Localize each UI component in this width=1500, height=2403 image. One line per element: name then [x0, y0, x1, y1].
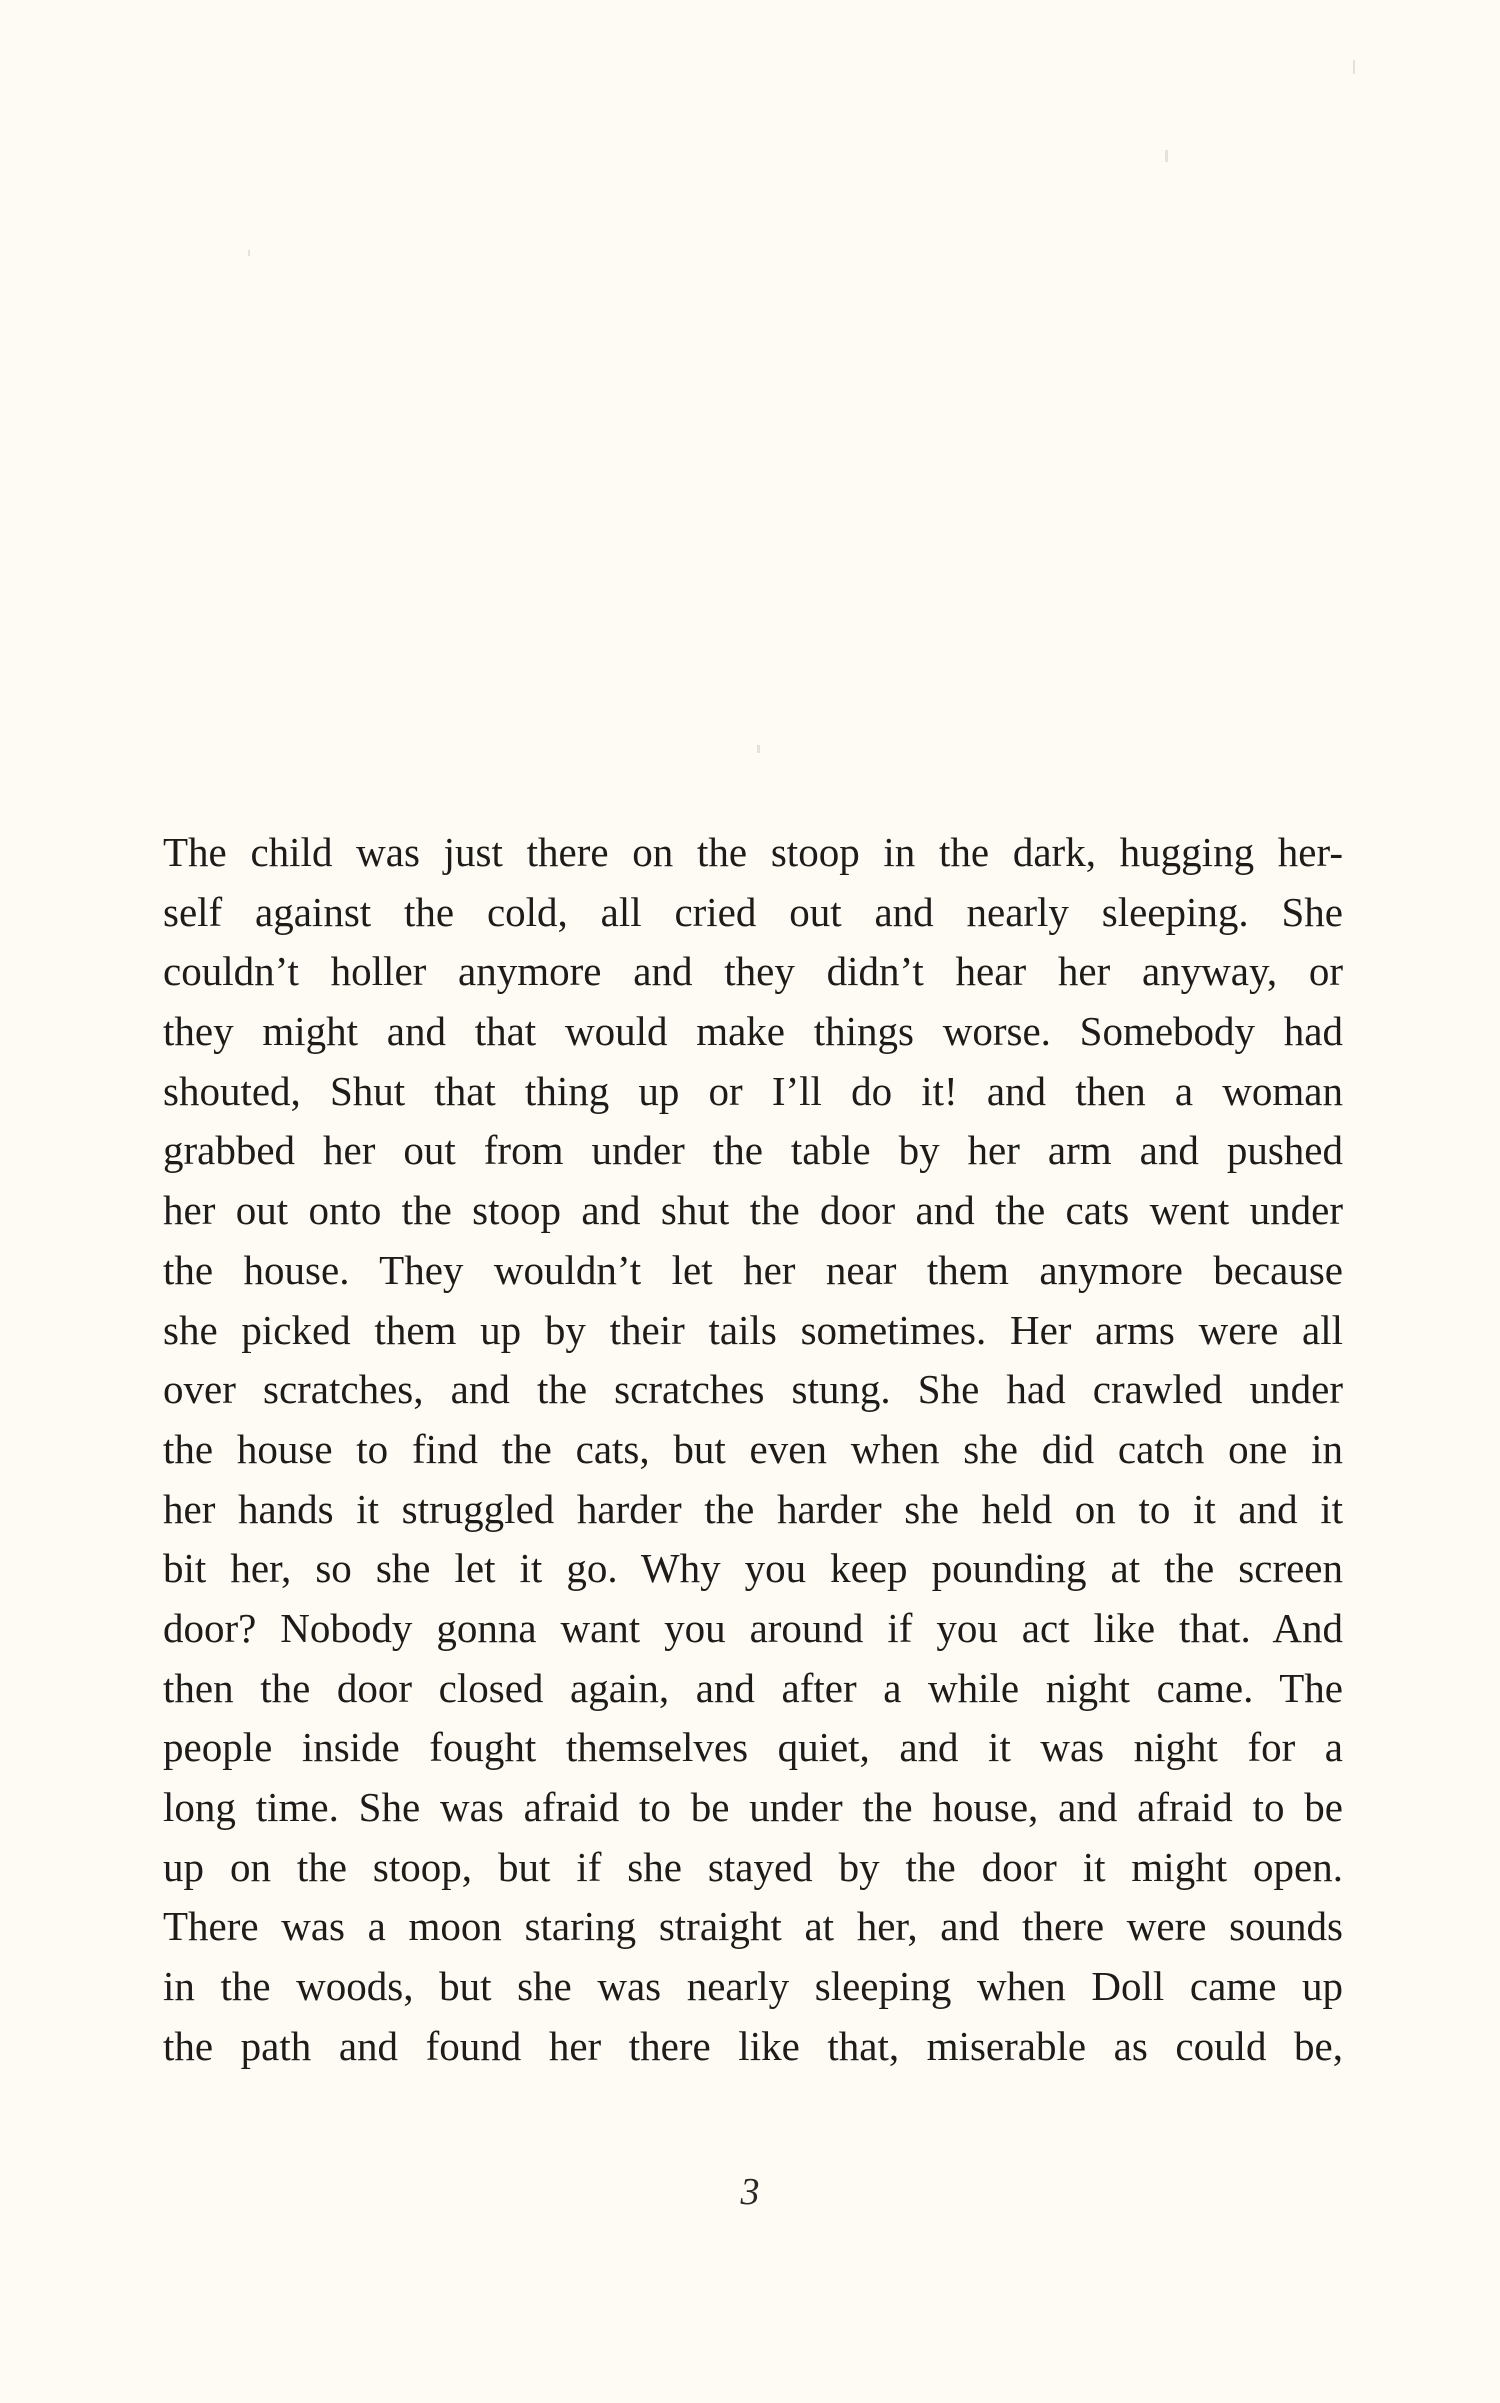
scan-speck: [757, 745, 760, 753]
text-line: her hands it struggled harder the harder she held on to it and it: [163, 1485, 1343, 1532]
text-line: over scratches, and the scratches stung. She had crawled under: [163, 1366, 1343, 1413]
text-line: in the woods, but she was nearly sleeping when Doll came up: [163, 1963, 1343, 2010]
text-line: There was a moon staring straight at her, and there were sounds: [163, 1903, 1343, 1950]
scan-speck: [1165, 150, 1168, 162]
text-line: they might and that would make things worse. Somebody had: [163, 1008, 1343, 1055]
text-line: then the door closed again, and after a while night came. The: [163, 1664, 1343, 1711]
scan-speck: [248, 250, 250, 256]
text-line: bit her, so she let it go. Why you keep pounding at the screen: [163, 1545, 1343, 1592]
scan-speck: [1353, 60, 1355, 74]
text-line: the house to find the cats, but even when she did catch one in: [163, 1425, 1343, 1472]
text-line: door? Nobody gonna want you around if you act like that. And: [163, 1604, 1343, 1651]
text-line: long time. She was afraid to be under the house, and afraid to be: [163, 1784, 1343, 1830]
text-line: grabbed her out from under the table by her arm and pushed: [163, 1127, 1343, 1174]
text-line: people inside fought themselves quiet, and it was night for a: [163, 1724, 1343, 1771]
text-line: her out onto the stoop and shut the door and the cats went under: [163, 1187, 1343, 1234]
text-line: the path and found her there like that, miserable as could be,: [163, 2022, 1343, 2069]
text-line: self against the cold, all cried out and nearly sleeping. She: [163, 888, 1343, 935]
text-line: the house. They wouldn’t let her near them anymore because: [163, 1246, 1343, 1293]
text-line: couldn’t holler anymore and they didn’t hear her anyway, or: [163, 948, 1343, 995]
body-text: [163, 823, 1343, 2076]
text-line: up on the stoop, but if she stayed by the door it might open.: [163, 1843, 1343, 1890]
text-line: she picked them up by their tails sometimes. Her arms were all: [163, 1306, 1343, 1353]
text-line: The child was just there on the stoop in the dark, hugging her-: [163, 829, 1343, 875]
text-line: shouted, Shut that thing up or I’ll do it! and then a woman: [163, 1067, 1343, 1114]
page-number: 3: [740, 2171, 760, 2213]
